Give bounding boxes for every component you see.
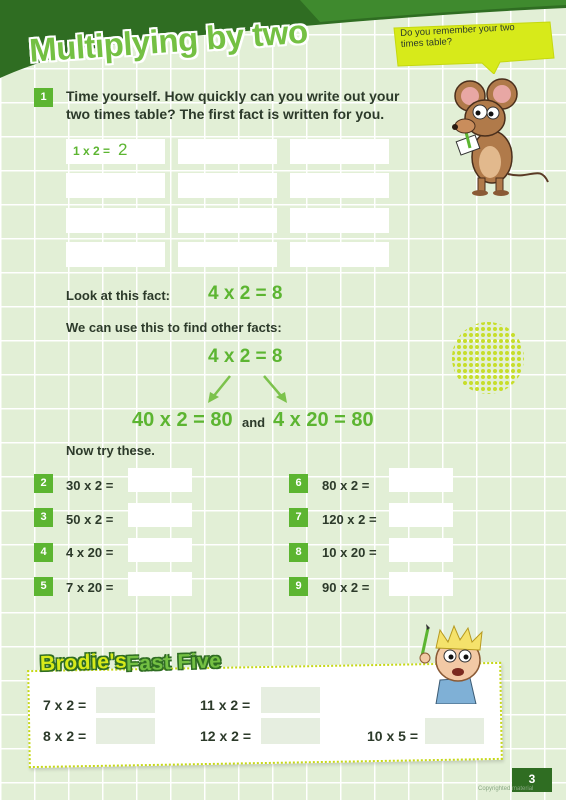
times-table-cell[interactable] (290, 173, 389, 198)
times-table-cell[interactable] (178, 208, 277, 233)
fast-five-answer-box[interactable] (96, 687, 155, 713)
question-text: 50 x 2 = (66, 512, 114, 527)
use-fact-label: We can use this to find other facts: (66, 320, 282, 335)
answer-box[interactable] (128, 572, 192, 596)
question-number-badge: 9 (289, 577, 308, 596)
times-table-cell[interactable] (66, 208, 165, 233)
times-table-cell[interactable] (66, 242, 165, 267)
question-number-badge: 1 (34, 88, 53, 107)
times-table-cell[interactable] (178, 139, 277, 164)
question-number-badge: 7 (289, 508, 308, 527)
and-word: and (242, 415, 266, 430)
key-fact: 4 x 2 = 8 (208, 283, 283, 304)
answer-box[interactable] (389, 468, 453, 492)
copyright-watermark: Copyrighted material (478, 786, 534, 792)
fast-five-question: 8 x 2 = (43, 728, 87, 744)
question-number-badge: 8 (289, 543, 308, 562)
fast-five-question: 11 x 2 = (200, 697, 251, 713)
mouse-illustration (440, 72, 550, 197)
times-table-cell[interactable] (290, 139, 389, 164)
answer-box[interactable] (389, 572, 453, 596)
question-text: 4 x 20 = (66, 545, 114, 560)
fast-five-question: 7 x 2 = (43, 697, 87, 713)
answer-box[interactable] (128, 468, 192, 492)
brodie-illustration (410, 622, 500, 704)
dotted-circle-decoration (450, 320, 526, 396)
q1-instruction: Time yourself. How quickly can you write out your two times table? The first fact is written for you. (66, 88, 400, 122)
derived-fact-left: 40 x 2 = 80 (132, 409, 233, 431)
fast-five-answer-box[interactable] (261, 687, 320, 713)
times-table-cell[interactable] (178, 173, 277, 198)
speech-bubble-text: Do you remember your two times table? (400, 22, 515, 50)
question-text: 80 x 2 = (322, 478, 370, 493)
now-try-label: Now try these. (66, 443, 155, 458)
derived-fact-right: 4 x 20 = 80 (273, 409, 374, 431)
fast-five-question: 10 x 5 = (367, 728, 418, 744)
question-number-badge: 6 (289, 474, 308, 493)
question-number-badge: 4 (34, 543, 53, 562)
times-table-cell[interactable] (66, 139, 165, 164)
question-number-badge: 3 (34, 508, 53, 527)
page-title: Multiplying by two (28, 12, 309, 69)
look-at-fact-label: Look at this fact: (66, 288, 171, 303)
times-table-cell[interactable] (290, 208, 389, 233)
question-text: 90 x 2 = (322, 580, 370, 595)
key-fact-repeat: 4 x 2 = 8 (208, 346, 283, 367)
fast-five-title-name: Brodie's (39, 649, 128, 676)
times-table-cell[interactable] (66, 173, 165, 198)
question-text: 120 x 2 = (322, 512, 377, 527)
question-number-badge: 5 (34, 577, 53, 596)
answer-box[interactable] (128, 503, 192, 527)
fast-five-answer-box[interactable] (261, 718, 320, 744)
fast-five-answer-box[interactable] (96, 718, 155, 744)
fast-five-answer-box[interactable] (425, 718, 484, 744)
answer-box[interactable] (389, 503, 453, 527)
answer-box[interactable] (128, 538, 192, 562)
first-fact-answer: 2 (118, 140, 128, 159)
question-text: 30 x 2 = (66, 478, 114, 493)
times-table-cell[interactable] (290, 242, 389, 267)
derived-arrows (200, 372, 300, 406)
times-table-cell[interactable] (178, 242, 277, 267)
page-number: 3 (528, 772, 536, 786)
answer-box[interactable] (389, 538, 453, 562)
question-text: 10 x 20 = (322, 545, 377, 560)
question-text: 7 x 20 = (66, 580, 114, 595)
first-fact-question: 1 x 2 = (73, 144, 111, 158)
fast-five-title-rest: Fast Five (125, 649, 222, 676)
question-number-badge: 2 (34, 474, 53, 493)
fast-five-question: 12 x 2 = (200, 728, 251, 744)
